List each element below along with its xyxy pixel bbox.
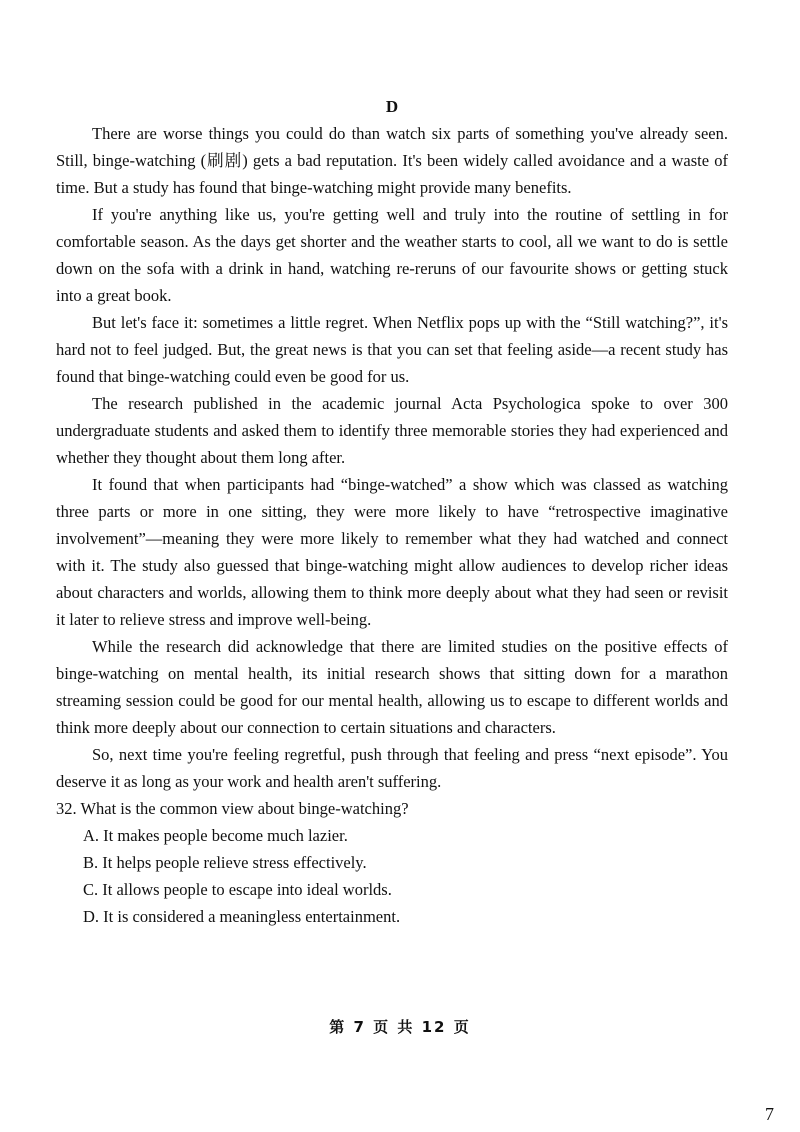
paragraph-3: But let's face it: sometimes a little regret. When Netflix pops up with the “Still watching?”, it's hard not to feel judged. But, the great news is that you can set that feeling aside—a recent study has found that binge-watching could even be good for us. [56, 313, 728, 386]
question-text: 32. What is the common view about binge-watching? [56, 799, 409, 818]
exam-page [56, 94, 728, 930]
option-b: B. It helps people relieve stress effectively. [83, 853, 367, 872]
paragraph-7: So, next time you're feeling regretful, push through that feeling and press “next episode”. You deserve it as long as your work and health aren't suffering. [56, 745, 728, 791]
section-heading: D [385, 97, 399, 116]
option-d: D. It is considered a meaningless entertainment. [83, 907, 401, 926]
question-block [56, 795, 728, 930]
paragraph-6: While the research did acknowledge that there are limited studies on the positive effects of binge-watching on mental health, its initial research shows that sitting down for a marathon streaming session could be good for our mental health, allowing us to escape to different worlds and think more deeply about our connection to certain situations and characters. [56, 637, 728, 737]
paragraph-4: The research published in the academic journal Acta Psychologica spoke to over 300 undergraduate students and asked them to identify three memorable stories they had experienced and whether they thought about them long after. [56, 394, 728, 467]
passage [56, 120, 728, 795]
page-number: 7 [765, 1104, 774, 1124]
paragraph-2: If you're anything like us, you're getting well and truly into the routine of settling in for comfortable season. As the days get shorter and the weather starts to cool, all we want to do is settle down on the sofa with a drink in hand, watching re-reruns of our favourite shows or getting stuck into a great book. [56, 205, 728, 305]
page-footer: 第 7 页 共 12 页 [329, 1018, 471, 1036]
paragraph-1: There are worse things you could do than watch six parts of something you've already seen. Still, binge-watching (刷剧) gets a bad reputation. It's been widely called avoidance and a waste of time. But a study has found that binge-watching might provide many benefits. [56, 124, 728, 197]
paragraph-5: It found that when participants had “binge-watched” a show which was classed as watching three parts or more in one sitting, they were more likely to have “retrospective imaginative involvement”—meaning they were more likely to remember what they had watched and connect with it. The study also guessed that binge-watching might allow audiences to develop richer ideas about characters and worlds, allowing them to think more deeply about what they had seen or revisit it later to relieve stress and improve well-being. [56, 475, 728, 629]
option-a: A. It makes people become much lazier. [83, 826, 348, 845]
option-c: C. It allows people to escape into ideal worlds. [83, 880, 392, 899]
